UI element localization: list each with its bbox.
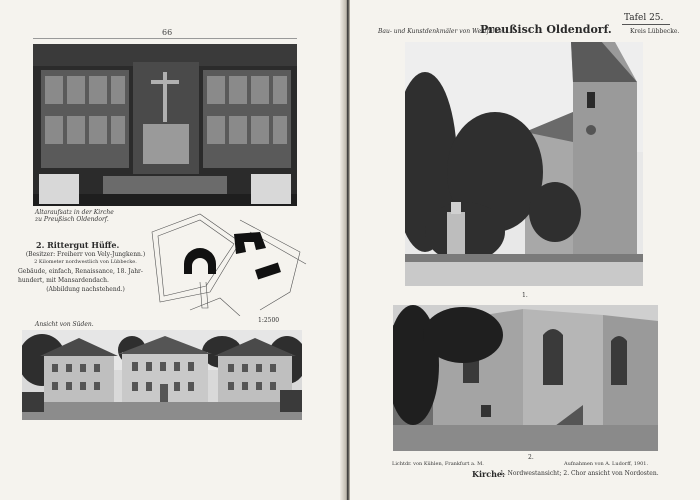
section-line-1: (Besitzer: Freiherr von Vely-Jungkenn.) (25, 251, 146, 258)
header-center: Preußisch Oldendorf. (480, 23, 612, 36)
altar-caption-line2: zu Preußisch Oldendorf. (35, 216, 109, 223)
left-page (0, 0, 346, 500)
header-right: Tafel 25. (624, 13, 664, 23)
section-line-3: Gebäude, einfach, Renaissance, 18. Jahr- (18, 268, 143, 275)
header-left: Bau- und Kunstdenkmäler von Westfalen. (378, 28, 504, 35)
section-line-4: hundert, mit Mansardendach. (18, 277, 109, 284)
tafel-rule (622, 24, 670, 25)
manor-photo (22, 330, 302, 420)
caption-text: 1. Nordwestansicht; 2. Chor ansicht von Nordosten. (500, 470, 659, 477)
altar-caption-line1: Altaraufsatz in der Kirche (35, 209, 114, 216)
church-photo-2 (393, 305, 658, 451)
plan-scale: 1:2500 (258, 317, 280, 324)
figure-1-number: 1. (522, 292, 528, 299)
credit-right: Aufnahmen von A. Ludorff, 1901. (564, 461, 649, 467)
credit-left: Lichtdr. von Kühlen, Frankfurt a. M. (392, 461, 484, 467)
manor-caption: Ansicht von Süden. (35, 321, 94, 328)
altar-photo (33, 44, 297, 206)
church-photo-1 (405, 42, 643, 286)
figure-2-number: 2. (528, 454, 534, 461)
caption-label: Kirche: (472, 469, 505, 479)
header-rule (33, 38, 297, 39)
right-page (350, 0, 700, 500)
page-number: 66 (162, 28, 173, 37)
section-line-2: 2 Kilometer nordwestlich von Lübbecke. (34, 259, 137, 265)
section-line-5: (Abbildung nachstehend.) (46, 286, 125, 293)
site-plan (150, 212, 308, 316)
section-title: 2. Rittergut Hüffe. (36, 240, 120, 250)
subheader-right: Kreis Lübbecke. (630, 28, 680, 35)
